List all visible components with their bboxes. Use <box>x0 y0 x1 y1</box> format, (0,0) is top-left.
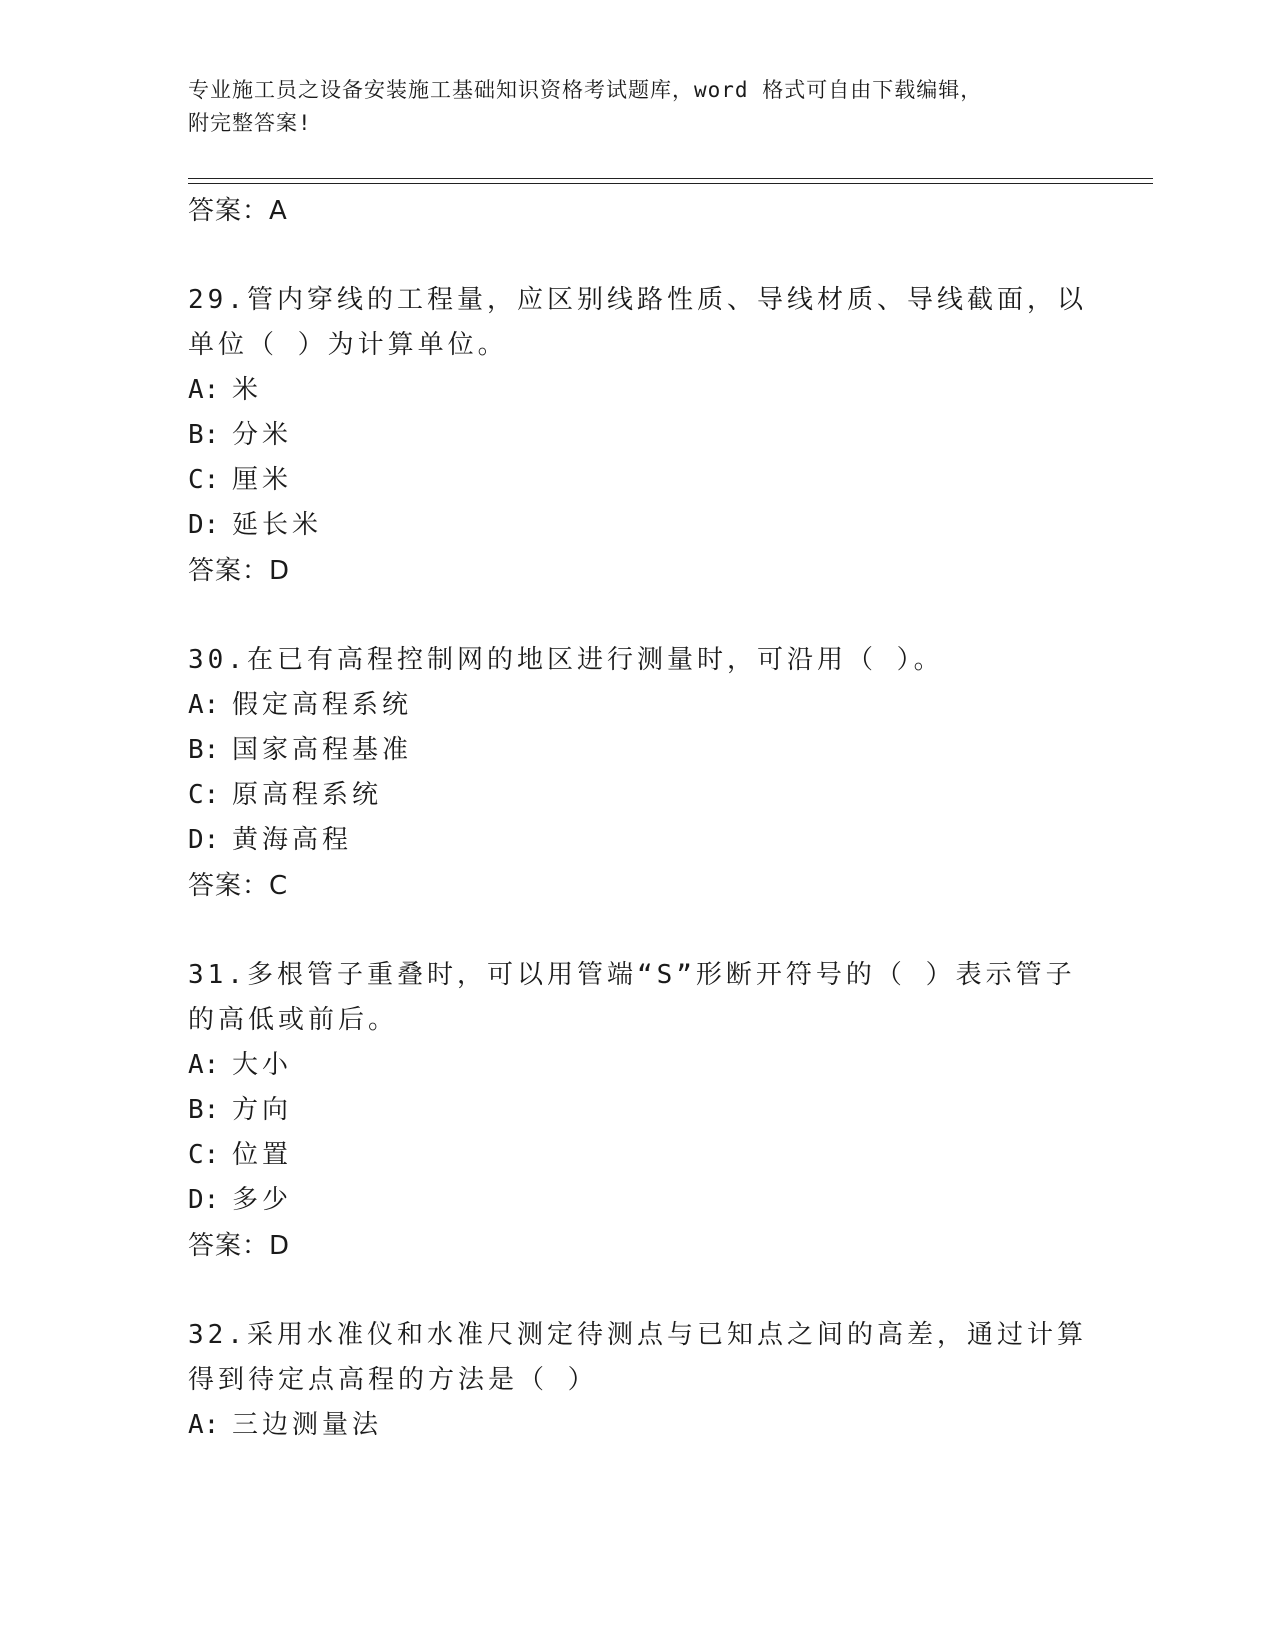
option-letter: A: <box>188 1050 220 1080</box>
option-d <box>188 1178 1088 1223</box>
question-body: 采用水准仪和水准尺测定待测点与已知点之间的高差，通过计算得到待定点高程的方法是（ ） <box>188 1320 1087 1395</box>
option-text: 多少 <box>232 1185 293 1215</box>
option-a <box>188 683 1088 728</box>
answer-label: 答案： <box>188 871 270 901</box>
option-c <box>188 1133 1088 1178</box>
answer-value: D <box>269 556 291 586</box>
option-letter: C: <box>188 465 220 495</box>
option-a <box>188 1043 1088 1088</box>
question-block <box>188 953 1088 1269</box>
option-letter: A: <box>188 1410 220 1440</box>
option-text: 位置 <box>232 1140 293 1170</box>
option-text: 原高程系统 <box>232 780 383 810</box>
question-block <box>188 1313 1088 1448</box>
option-b <box>188 413 1088 458</box>
question-block <box>188 638 1088 909</box>
option-text: 大小 <box>232 1050 293 1080</box>
option-letter: A: <box>188 375 220 405</box>
answer-line <box>188 863 1088 909</box>
question-list <box>188 188 1088 1448</box>
answer-value: C <box>269 871 289 901</box>
option-text: 方向 <box>232 1095 293 1125</box>
option-text: 米 <box>232 375 263 405</box>
answer-label: 答案： <box>188 196 270 226</box>
answer-label: 答案： <box>188 1231 270 1261</box>
header-rule-top <box>188 178 1153 179</box>
question-body: 管内穿线的工程量，应区别线路性质、导线材质、导线截面，以单位（ ）为计算单位。 <box>188 285 1087 360</box>
option-a <box>188 368 1088 413</box>
option-text: 三边测量法 <box>232 1410 383 1440</box>
header-rule-bottom <box>188 183 1153 184</box>
question-text <box>188 278 1088 368</box>
option-text: 假定高程系统 <box>232 690 413 720</box>
answer-line <box>188 188 1088 234</box>
option-letter: D: <box>188 1185 220 1215</box>
header-line-1: 专业施工员之设备安装施工基础知识资格考试题库，word 格式可自由下载编辑， <box>188 78 983 102</box>
option-c <box>188 458 1088 503</box>
option-b <box>188 1088 1088 1133</box>
option-d <box>188 503 1088 548</box>
document-header <box>188 74 1068 140</box>
question-body: 多根管子重叠时，可以用管端“S”形断开符号的（ ）表示管子的高低或前后。 <box>188 960 1076 1035</box>
option-text: 分米 <box>232 420 293 450</box>
option-text: 国家高程基准 <box>232 735 413 765</box>
option-b <box>188 728 1088 773</box>
header-line-2: 附完整答案! <box>188 111 312 135</box>
question-text <box>188 1313 1088 1403</box>
option-text: 延长米 <box>232 510 323 540</box>
question-number: 32. <box>188 1320 247 1350</box>
option-letter: C: <box>188 1140 220 1170</box>
question-number: 31. <box>188 960 247 990</box>
option-letter: B: <box>188 1095 220 1125</box>
option-a <box>188 1403 1088 1448</box>
option-c <box>188 773 1088 818</box>
question-text <box>188 953 1088 1043</box>
question-number: 29. <box>188 285 247 315</box>
option-letter: B: <box>188 735 220 765</box>
option-letter: C: <box>188 780 220 810</box>
question-block <box>188 278 1088 594</box>
answer-line <box>188 1223 1088 1269</box>
question-body: 在已有高程控制网的地区进行测量时，可沿用（ ）。 <box>246 645 944 675</box>
option-letter: A: <box>188 690 220 720</box>
option-text: 厘米 <box>232 465 293 495</box>
option-letter: D: <box>188 510 220 540</box>
answer-value: A <box>269 196 288 226</box>
question-text <box>188 638 1088 683</box>
answer-line <box>188 548 1088 594</box>
option-d <box>188 818 1088 863</box>
question-number: 30. <box>188 645 247 675</box>
answer-label: 答案： <box>188 556 270 586</box>
option-letter: D: <box>188 825 220 855</box>
answer-value: D <box>269 1231 291 1261</box>
option-letter: B: <box>188 420 220 450</box>
option-text: 黄海高程 <box>232 825 353 855</box>
